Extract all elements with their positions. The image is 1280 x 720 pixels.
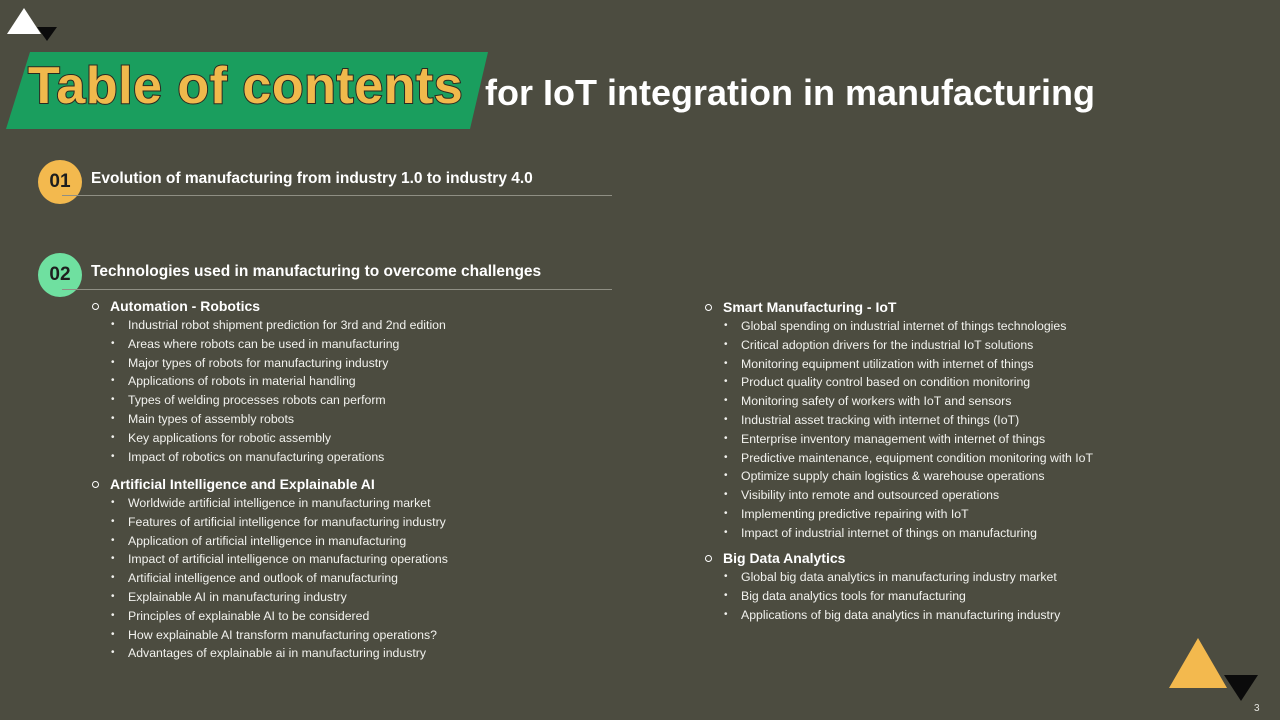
- topic-list: [91, 316, 446, 466]
- list-item: • Global big data analytics in manufacturing industry market: [704, 568, 1060, 587]
- list-item: • Global spending on industrial internet of things technologies: [704, 317, 1093, 336]
- group-heading: Big Data Analytics: [704, 548, 1060, 568]
- section-divider: [62, 289, 612, 290]
- list-item: • Features of artificial intelligence for manufacturing industry: [91, 513, 448, 532]
- group-heading: Smart Manufacturing - IoT: [704, 297, 1093, 317]
- group-automation-robotics: [91, 296, 446, 466]
- page-title: Table of contents: [28, 57, 464, 115]
- list-item: • Application of artificial intelligence in manufacturing: [91, 532, 448, 551]
- section-title-evolution: Evolution of manufacturing from industry 1.0 to industry 4.0: [91, 170, 533, 187]
- section-title-technologies: Technologies used in manufacturing to overcome challenges: [91, 263, 542, 280]
- group-smart-manufacturing: [704, 297, 1093, 543]
- page-subtitle: for IoT integration in manufacturing: [485, 72, 1095, 113]
- group-artificial-intelligence: [91, 474, 448, 663]
- section-number-badge: 02: [38, 253, 82, 297]
- topic-list: [704, 568, 1060, 624]
- gold-triangle-decoration: [1169, 638, 1227, 688]
- section-divider: [62, 195, 612, 196]
- list-item: • Principles of explainable AI to be considered: [91, 607, 448, 626]
- list-item: • Visibility into remote and outsourced operations: [704, 486, 1093, 505]
- group-heading: Artificial Intelligence and Explainable AI: [91, 474, 448, 494]
- list-item: • Enterprise inventory management with internet of things: [704, 430, 1093, 449]
- list-item: • Critical adoption drivers for the industrial IoT solutions: [704, 336, 1093, 355]
- list-item: • Main types of assembly robots: [91, 410, 446, 429]
- list-item: • Applications of robots in material handling: [91, 372, 446, 391]
- list-item: • Types of welding processes robots can perform: [91, 391, 446, 410]
- list-item: • Explainable AI in manufacturing industry: [91, 588, 448, 607]
- list-item: • Advantages of explainable ai in manufacturing industry: [91, 644, 448, 663]
- group-big-data-analytics: [704, 548, 1060, 624]
- list-item: • Impact of industrial internet of things on manufacturing: [704, 524, 1093, 543]
- page-number: 3: [1254, 703, 1260, 714]
- list-item: • Impact of artificial intelligence on manufacturing operations: [91, 550, 448, 569]
- list-item: • Impact of robotics on manufacturing operations: [91, 448, 446, 467]
- list-item: • Worldwide artificial intelligence in manufacturing market: [91, 494, 448, 513]
- black-triangle-decoration: [37, 27, 57, 41]
- list-item: • Industrial asset tracking with internet of things (IoT): [704, 411, 1093, 430]
- list-item: • Big data analytics tools for manufacturing: [704, 587, 1060, 606]
- section-number-badge: 01: [38, 160, 82, 204]
- topic-list: [704, 317, 1093, 543]
- list-item: • Major types of robots for manufacturing industry: [91, 354, 446, 373]
- list-item: • Areas where robots can be used in manufacturing: [91, 335, 446, 354]
- group-heading: Automation - Robotics: [91, 296, 446, 316]
- list-item: • Predictive maintenance, equipment condition monitoring with IoT: [704, 449, 1093, 468]
- list-item: • Monitoring equipment utilization with internet of things: [704, 355, 1093, 374]
- list-item: • Optimize supply chain logistics & warehouse operations: [704, 467, 1093, 486]
- list-item: • Product quality control based on condition monitoring: [704, 373, 1093, 392]
- list-item: • Artificial intelligence and outlook of manufacturing: [91, 569, 448, 588]
- list-item: • Implementing predictive repairing with IoT: [704, 505, 1093, 524]
- list-item: • Monitoring safety of workers with IoT and sensors: [704, 392, 1093, 411]
- list-item: • How explainable AI transform manufacturing operations?: [91, 626, 448, 645]
- list-item: • Key applications for robotic assembly: [91, 429, 446, 448]
- white-triangle-decoration: [7, 8, 41, 34]
- list-item: • Applications of big data analytics in manufacturing industry: [704, 606, 1060, 625]
- topic-list: [91, 494, 448, 663]
- list-item: • Industrial robot shipment prediction for 3rd and 2nd edition: [91, 316, 446, 335]
- black-triangle-decoration: [1224, 675, 1258, 701]
